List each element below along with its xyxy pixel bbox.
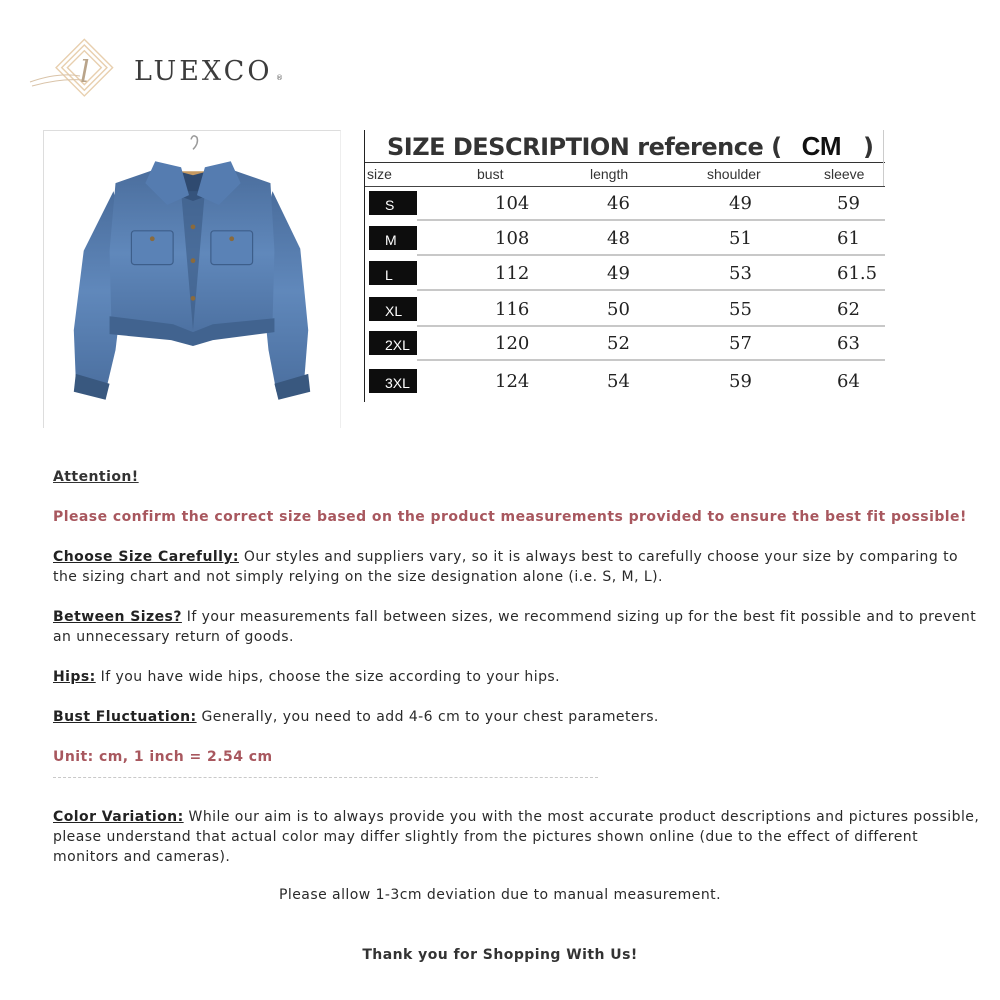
row-divider [417, 219, 885, 221]
shoulder-value: 51 [729, 228, 752, 249]
hips-paragraph: Hips: If you have wide hips, choose the size according to your hips. [53, 669, 561, 685]
size-badge: M [369, 226, 417, 250]
bust-fluctuation-paragraph: Bust Fluctuation: Generally, you need to add 4-6 cm to your chest parameters. [53, 709, 659, 725]
svg-text:l: l [80, 55, 90, 90]
unit-label: CM [801, 131, 842, 161]
size-chart-table [364, 130, 886, 402]
column-header-shoulder: shoulder [707, 166, 761, 182]
sleeve-value: 63 [837, 333, 860, 354]
header-divider [365, 186, 885, 187]
length-value: 46 [607, 193, 630, 214]
bust-value: 124 [495, 371, 530, 392]
column-header-bust: bust [477, 166, 504, 182]
length-value: 52 [607, 333, 630, 354]
bust-value: 120 [495, 333, 530, 354]
size-badge: XL [369, 297, 417, 321]
shoulder-value: 59 [729, 371, 752, 392]
hips-label: Hips: [53, 669, 96, 685]
length-value: 54 [607, 371, 630, 392]
unit-conversion-note: Unit: cm, 1 inch = 2.54 cm [53, 749, 273, 765]
logo-emblem-icon [28, 36, 132, 104]
table-row [365, 260, 885, 290]
size-chart-title: SIZE DESCRIPTION reference ( CM ) [387, 131, 874, 161]
column-header-size: size [367, 166, 392, 182]
table-row [365, 330, 885, 360]
color-variation-paragraph: Color Variation: While our aim is to always provide you with the most accurate product descriptions and pictures possible, please understand that actual color may differ slightly from the pictures shown online (due to the effect of different monitors and cameras). [53, 809, 980, 865]
size-badge: S [369, 191, 417, 215]
denim-jacket-icon [44, 131, 340, 428]
row-divider [417, 325, 885, 327]
brand-name: LUEXCO [134, 56, 273, 87]
color-variation-label: Color Variation: [53, 809, 184, 825]
bust-value: 112 [495, 263, 530, 284]
shoulder-value: 55 [729, 299, 752, 320]
between-sizes-label: Between Sizes? [53, 609, 182, 625]
sleeve-value: 61 [837, 228, 860, 249]
length-value: 50 [607, 299, 630, 320]
column-header-sleeve: sleeve [824, 166, 865, 182]
size-badge: 3XL [369, 369, 417, 393]
sleeve-value: 59 [837, 193, 860, 214]
title-divider [365, 162, 885, 163]
row-divider [417, 359, 885, 361]
table-header-row [365, 164, 885, 186]
choose-size-paragraph: Choose Size Carefully: Our styles and suppliers vary, so it is always best to carefully choose your size by comparing to the sizing chart and not simply relying on the size designation alone (i.e. S, M, L). [53, 549, 959, 585]
attention-heading: Attention! [53, 469, 139, 485]
shoulder-value: 53 [729, 263, 752, 284]
deviation-note: Please allow 1-3cm deviation due to manual measurement. [279, 887, 721, 903]
bust-value: 104 [495, 193, 530, 214]
confirm-size-notice: Please confirm the correct size based on the product measurements provided to ensure the best fit possible! [53, 509, 967, 525]
length-value: 49 [607, 263, 630, 284]
table-row [365, 190, 885, 220]
product-image [43, 130, 341, 428]
sleeve-value: 64 [837, 371, 860, 392]
brand-logo [28, 36, 132, 104]
row-divider [417, 254, 885, 256]
table-row [365, 296, 885, 326]
bust-value: 108 [495, 228, 530, 249]
registered-mark: ® [276, 74, 283, 82]
sleeve-value: 61.5 [837, 263, 878, 284]
dotted-divider [53, 777, 598, 778]
choose-size-label: Choose Size Carefully: [53, 549, 239, 565]
bust-value: 116 [495, 299, 530, 320]
between-sizes-paragraph: Between Sizes? If your measurements fall between sizes, we recommend sizing up for the best fit possible and to prevent an unnecessary return of goods. [53, 609, 977, 645]
shoulder-value: 49 [729, 193, 752, 214]
size-badge: 2XL [369, 331, 417, 355]
bust-fluctuation-label: Bust Fluctuation: [53, 709, 197, 725]
column-header-length: length [590, 166, 629, 182]
size-badge: L [369, 261, 417, 285]
thank-you-message: Thank you for Shopping With Us! [362, 947, 638, 963]
length-value: 48 [607, 228, 630, 249]
table-row [365, 368, 885, 398]
shoulder-value: 57 [729, 333, 752, 354]
row-divider [417, 289, 885, 291]
table-row [365, 225, 885, 255]
sleeve-value: 62 [837, 299, 860, 320]
